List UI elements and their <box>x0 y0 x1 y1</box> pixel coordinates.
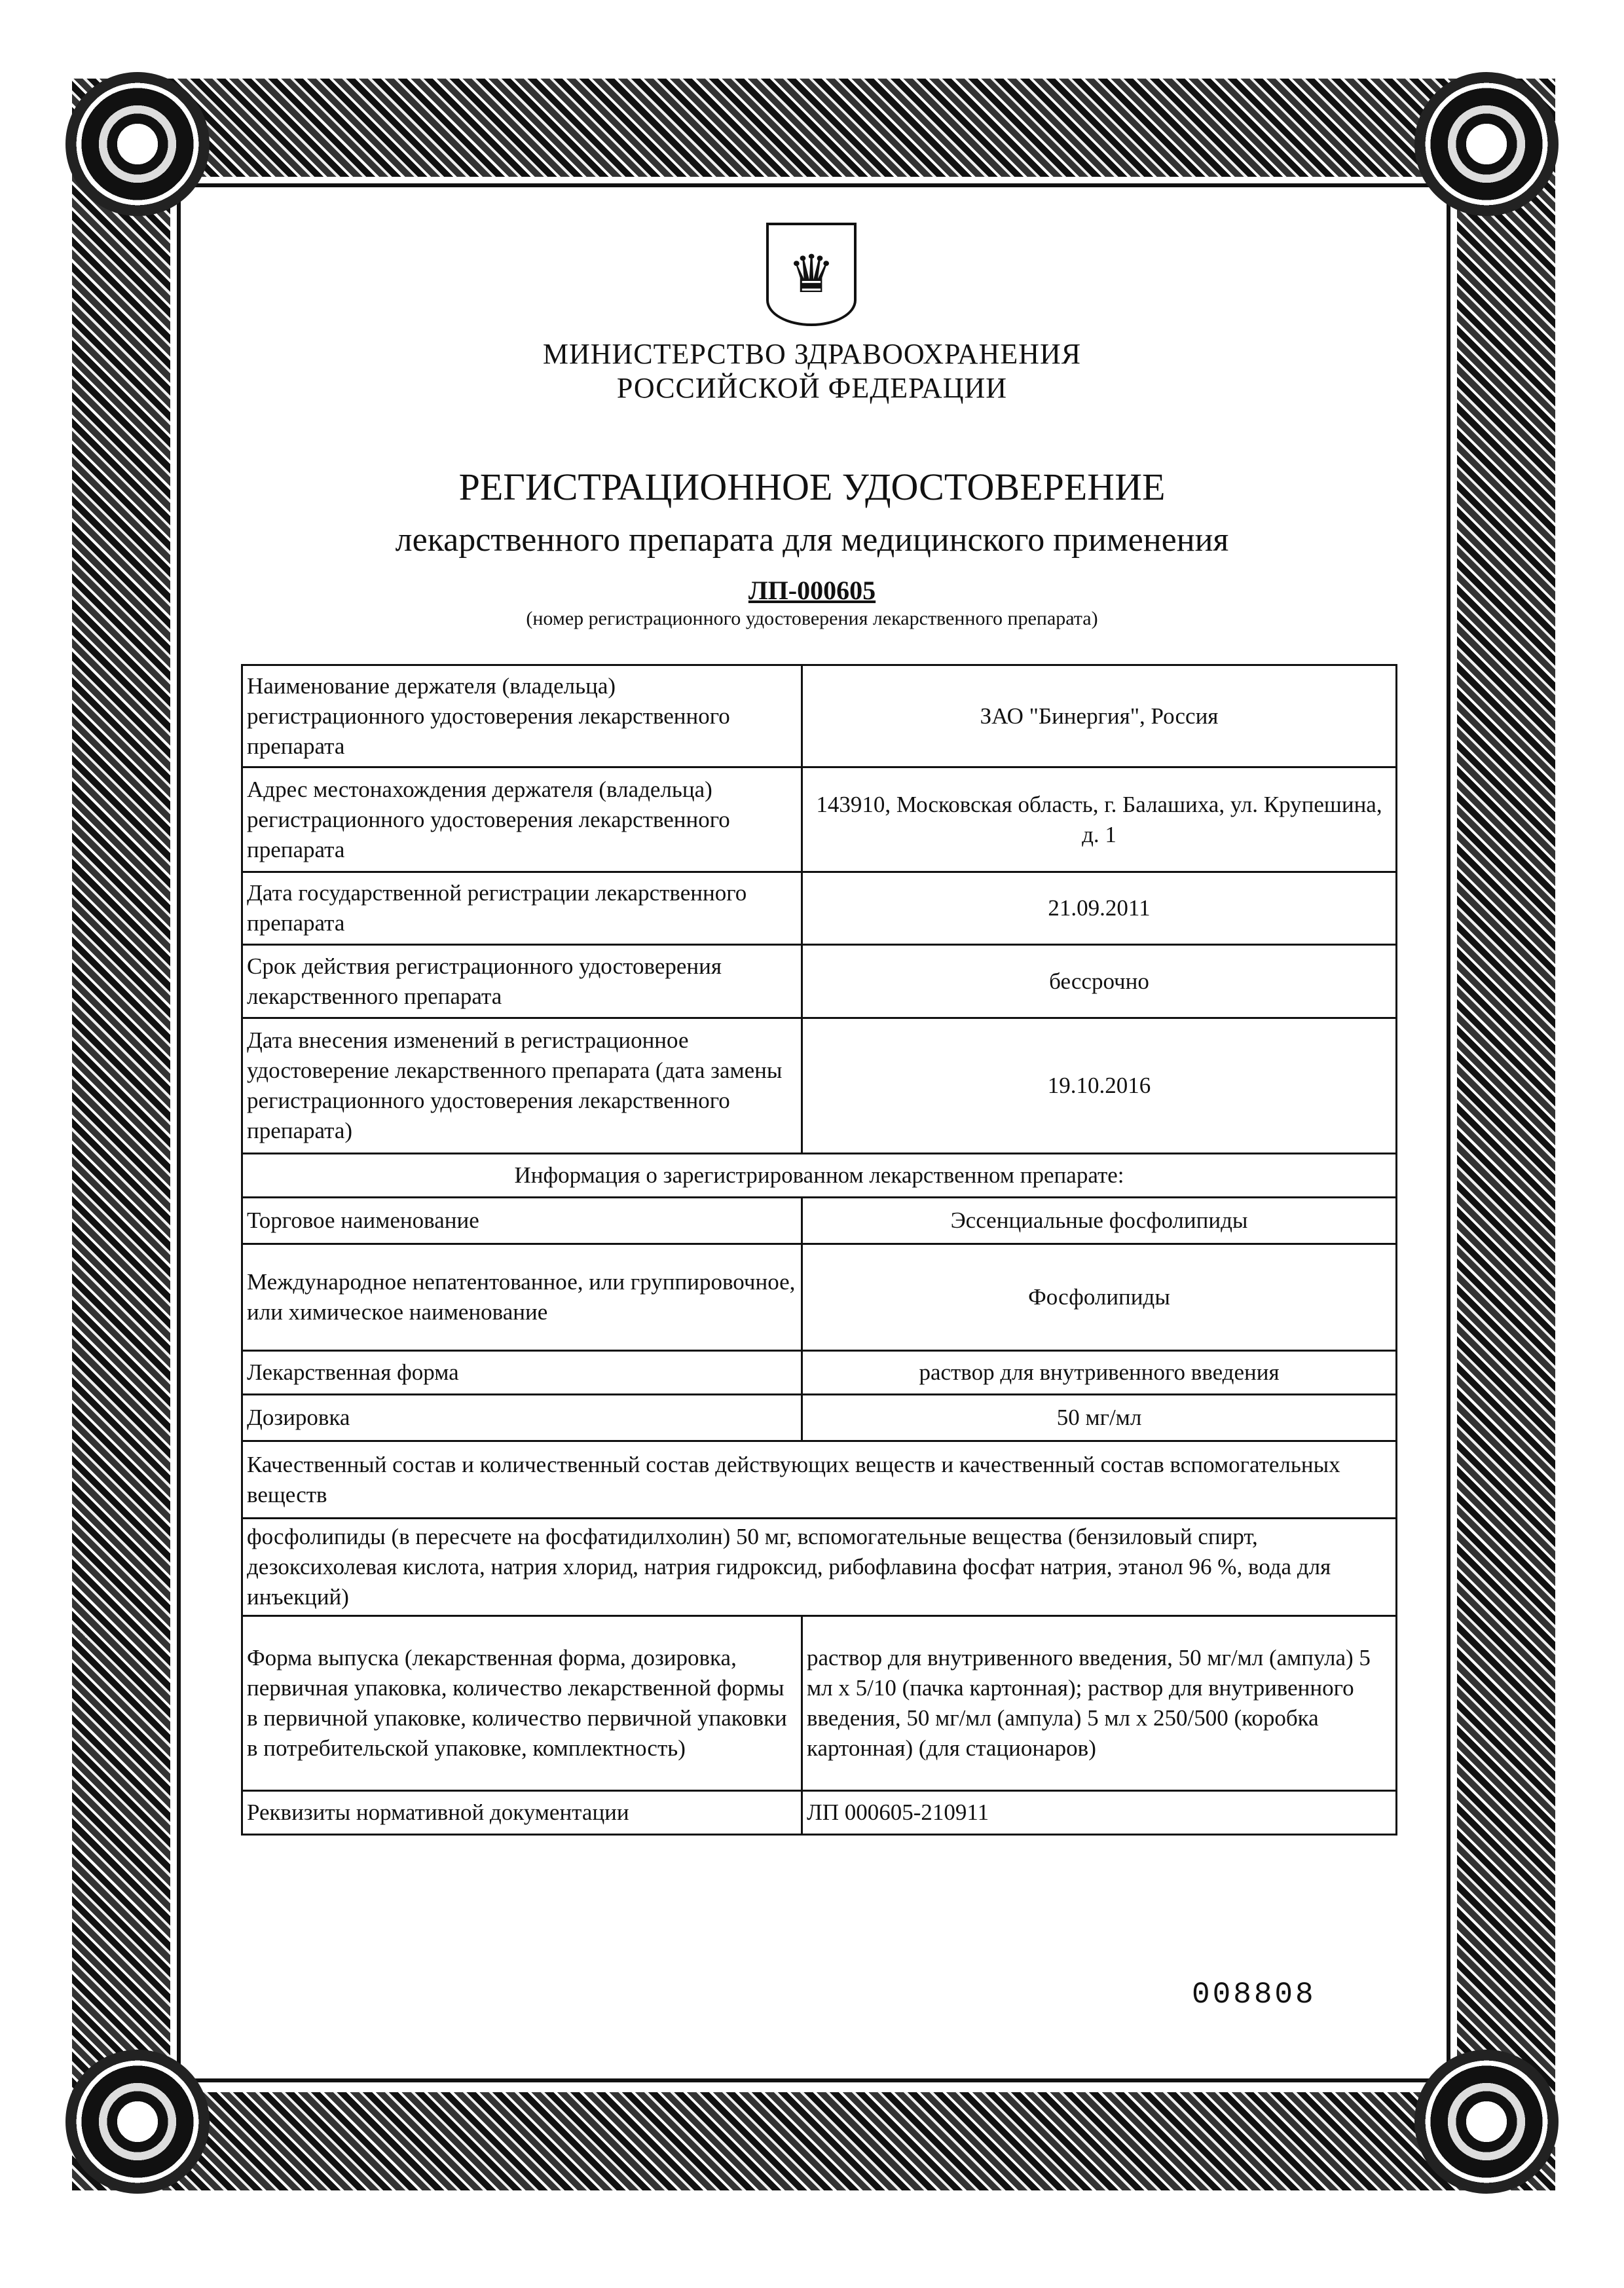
row-value: 19.10.2016 <box>802 1018 1397 1154</box>
row-label: Адрес местонахождения держателя (владельца) регистрационного удостоверения лекарственного препарата <box>242 767 802 872</box>
info-header-row <box>242 1154 1397 1198</box>
table-row <box>242 945 1397 1018</box>
row-value: ЛП 000605-210911 <box>802 1791 1397 1835</box>
row-value: 50 мг/мл <box>802 1395 1397 1441</box>
table-row <box>242 1198 1397 1244</box>
table-row <box>242 1244 1397 1351</box>
table-row <box>242 1791 1397 1835</box>
row-label: Дозировка <box>242 1395 802 1441</box>
row-value: раствор для внутривенного введения <box>802 1351 1397 1395</box>
table-row <box>242 767 1397 872</box>
serial-number: 008808 <box>1192 1978 1316 2012</box>
row-value: раствор для внутривенного введения, 50 мг/мл (ампула) 5 мл х 5/10 (пачка картонная); раствор для внутривенного введения, 50 мг/мл (ампула) 5 мл х 250/500 (коробка картонная) (для стационаров) <box>802 1616 1397 1791</box>
table-row <box>242 1018 1397 1154</box>
row-label: Наименование держателя (владельца) регистрационного удостоверения лекарственного препарата <box>242 665 802 767</box>
corner-rosette-icon <box>65 2050 210 2194</box>
document-subtitle: лекарственного препарата для медицинского применения <box>395 521 1229 559</box>
table-row <box>242 1395 1397 1441</box>
row-label: Лекарственная форма <box>242 1351 802 1395</box>
row-value: Эссенциальные фосфолипиды <box>802 1198 1397 1244</box>
row-value: ЗАО "Бинергия", Россия <box>802 665 1397 767</box>
row-label: Дата внесения изменений в регистрационное удостоверение лекарственного препарата (дата замены регистрационного удостоверения лекарственного препарата) <box>242 1018 802 1154</box>
row-value: бессрочно <box>802 945 1397 1018</box>
row-label: Международное непатентованное, или группировочное, или химическое наименование <box>242 1244 802 1351</box>
composition-text: фосфолипиды (в пересчете на фосфатидилхолин) 50 мг, вспомогательные вещества (бензиловый спирт, дезоксихолевая кислота, натрия хлорид, натрия гидроксид, рибофлавина фосфат натрия, этанол 96 %, вода для инъекций) <box>242 1519 1397 1616</box>
row-label: Форма выпуска (лекарственная форма, дозировка, первичная упаковка, количество лекарственной формы в первичной упаковке, количество первичной упаковки в потребительской упаковке, комплектность) <box>242 1616 802 1791</box>
table-row <box>242 872 1397 945</box>
coat-of-arms-icon: ♛ <box>766 223 857 326</box>
row-value: 143910, Московская область, г. Балашиха, ул. Крупешина, д. 1 <box>802 767 1397 872</box>
corner-rosette-icon <box>1414 2050 1559 2194</box>
row-label: Срок действия регистрационного удостоверения лекарственного препарата <box>242 945 802 1018</box>
table-row <box>242 665 1397 767</box>
ministry-name: МИНИСТЕРСТВО ЗДРАВООХРАНЕНИЯ РОССИЙСКОЙ ФЕДЕРАЦИИ <box>542 338 1082 404</box>
registration-number-caption: (номер регистрационного удостоверения лекарственного препарата) <box>526 608 1098 629</box>
row-label: Реквизиты нормативной документации <box>242 1791 802 1835</box>
composition-header: Качественный состав и количественный состав действующих веществ и качественный состав вспомогательных веществ <box>242 1441 1397 1519</box>
row-value: 21.09.2011 <box>802 872 1397 945</box>
row-label: Дата государственной регистрации лекарственного препарата <box>242 872 802 945</box>
composition-row <box>242 1519 1397 1616</box>
table-row <box>242 1616 1397 1791</box>
info-header: Информация о зарегистрированном лекарственном препарате: <box>242 1154 1397 1198</box>
registration-table <box>241 664 1397 1836</box>
document-title: РЕГИСТРАЦИОННОЕ УДОСТОВЕРЕНИЕ <box>458 466 1166 508</box>
composition-header-row <box>242 1441 1397 1519</box>
row-value: Фосфолипиды <box>802 1244 1397 1351</box>
row-label: Торговое наименование <box>242 1198 802 1244</box>
registration-number: ЛП-000605 <box>748 576 876 605</box>
corner-rosette-icon <box>1414 72 1559 216</box>
corner-rosette-icon <box>65 72 210 216</box>
table-row <box>242 1351 1397 1395</box>
